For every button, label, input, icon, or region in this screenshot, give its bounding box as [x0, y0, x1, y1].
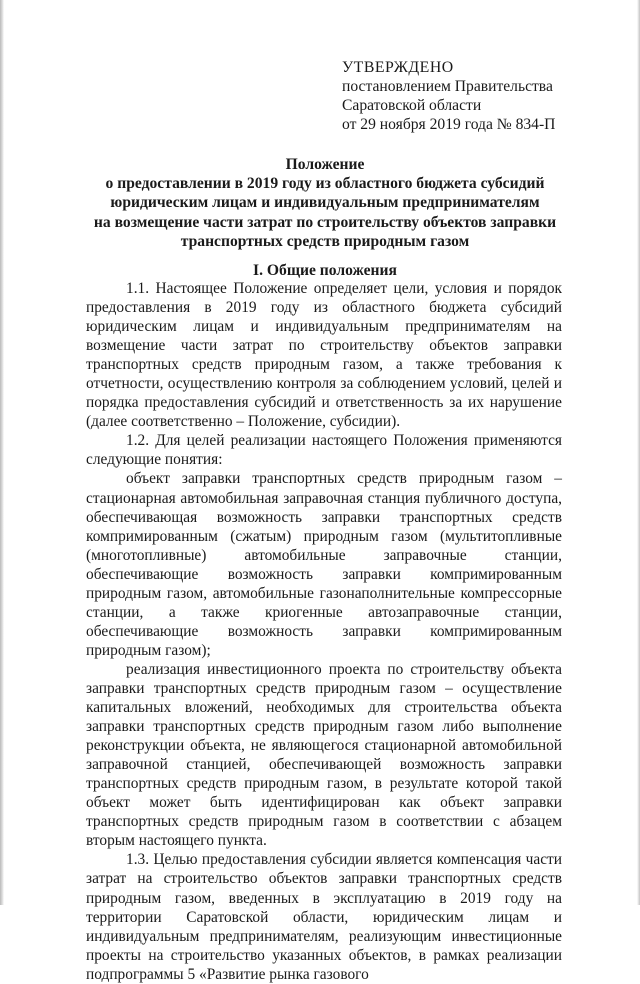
heading-line-2: о предоставлении в 2019 году из областного бюджета субсидий	[105, 175, 545, 193]
paragraph-1-3: 1.3. Целью предоставления субсидии является компенсация части затрат на строительство объектов заправки транспортных средств природным газом, введенных в эксплуатацию в 2019 году на территории Саратовской области, юридическим лицам и индивидуальным предпринимателям, реализующим инвестиционные проекты на строительство указанных объектов, в рамках реализации подпрограммы 5 «Развитие рынка газового	[86, 851, 562, 983]
heading-line-4: на возмещение части затрат по строительству объектов заправки	[93, 213, 557, 231]
approval-line-2: Саратовской области	[342, 97, 482, 114]
paragraph-1-2: 1.2. Для целей реализации настоящего Положения применяются следующие понятия:	[86, 432, 562, 469]
document-body	[86, 279, 562, 984]
paragraph-definition-project: реализация инвестиционного проекта по строительству объекта заправки транспортных средств природным газом – осуществление капитальных вложений, необходимых для строительства объекта заправки транспортных средств природным газом либо выполнение реконструкции объекта, не являющегося стационарной автомобильной заправочной станцией, обеспечивающей возможность заправки транспортных средств природным газом, в результате которой такой объект может быть идентифицирован как объект заправки транспортных средств природным газом в соответствии с абзацем вторым настоящего пункта.	[86, 660, 562, 850]
approval-stamp-block	[342, 58, 602, 134]
heading-line-3: юридическим лицам и индивидуальным предпринимателям	[110, 194, 540, 212]
approval-title: УТВЕРЖДЕНО	[342, 59, 454, 76]
heading-line-5: транспортных средств природным газом	[180, 232, 470, 250]
approval-line-1: постановлением Правительства	[342, 78, 553, 95]
paragraph-1-1: 1.1. Настоящее Положение определяет цели, условия и порядок предоставления в 2019 году из областного бюджета субсидий юридическим лицам и индивидуальным предпринимателям на возмещение части затрат по строительству объектов заправки транспортных средств природным газом, а также требования к отчетности, осуществлению контроля за соблюдением условий, целей и порядка предоставления субсидий и ответственность за их нарушение (далее соответственно – Положение, субсидии).	[86, 280, 562, 431]
heading-line-1: Положение	[285, 156, 365, 173]
document-heading	[86, 155, 564, 251]
section-title: I. Общие положения	[253, 262, 397, 279]
paragraph-definition-station: объект заправки транспортных средств природным газом – стационарная автомобильная заправочная станция публичного доступа, обеспечивающая возможность заправки транспортных средств компримированным (сжатым) природным газом (мультитопливные (многотопливные) автомобильные заправочные станции, обеспечивающие возможность заправки компримированным природным газом, автомобильные газонаполнительные компрессорные станции, а также криогенные автозаправочные станции, обеспечивающие возможность заправки компримированным природным газом);	[86, 470, 562, 659]
approval-line-3: от 29 ноября 2019 года № 834-П	[342, 116, 556, 133]
